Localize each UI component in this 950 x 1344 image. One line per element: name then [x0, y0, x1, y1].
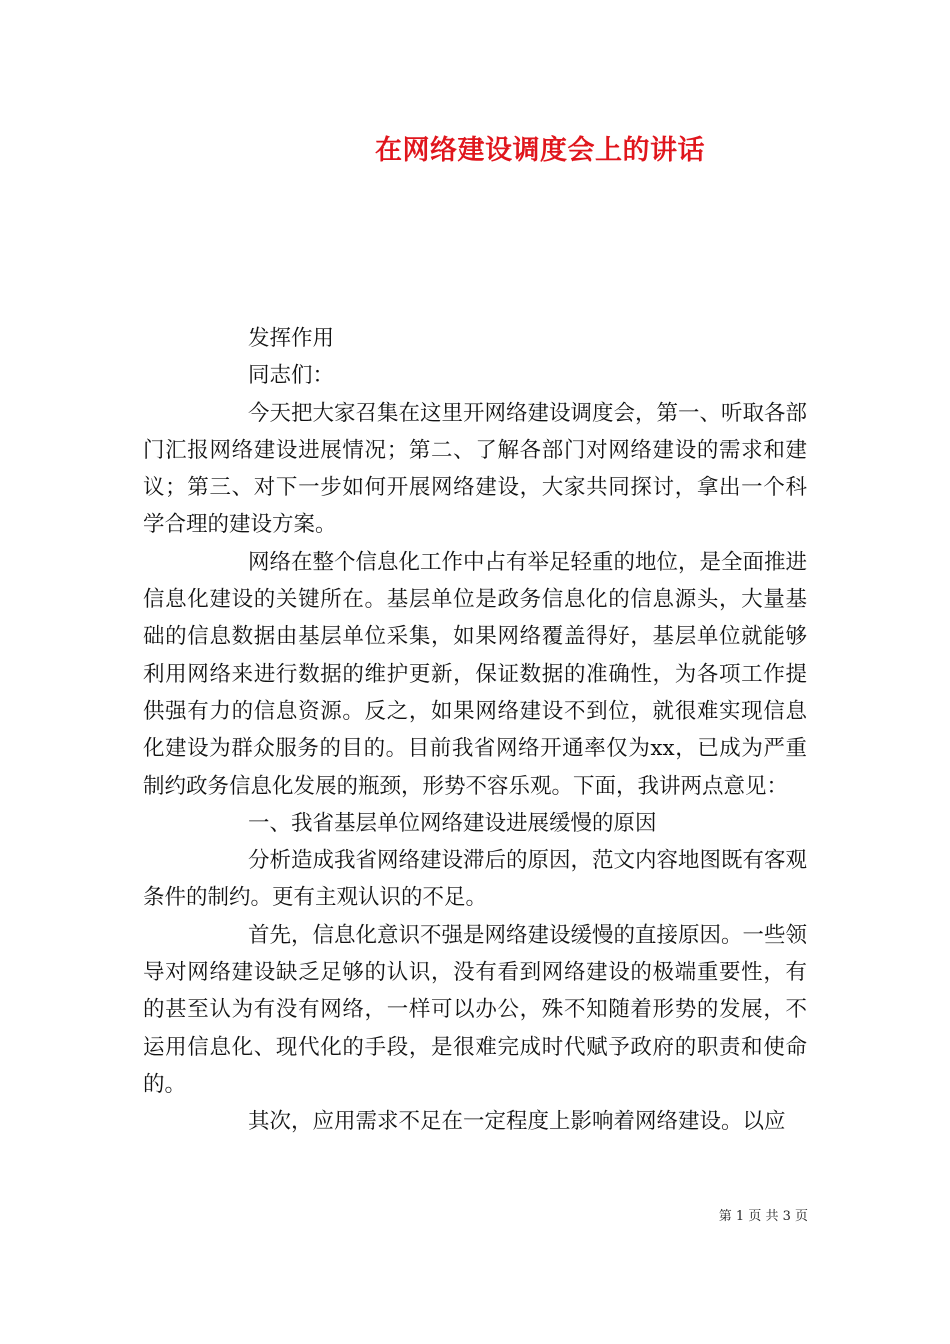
document-body	[143, 320, 807, 1141]
paragraph: 网络在整个信息化工作中占有举足轻重的地位，是全面推进信息化建设的关键所在。基层单位是政务信息化的信息源头，大量基础的信息数据由基层单位采集，如果网络覆盖得好，基层单位就能够利用网络来进行数据的维护更新，保证数据的准确性，为各项工作提供强有力的信息资源。反之，如果网络建设不到位，就很难实现信息化建设为群众服务的目的。目前我省网络开通率仅为xx，已成为严重制约政务信息化发展的瓶颈，形势不容乐观。下面，我讲两点意见：	[143, 549, 808, 799]
paragraph: 同志们：	[248, 363, 335, 389]
paragraph: 分析造成我省网络建设滞后的原因，范文内容地图既有客观条件的制约。更有主观认识的不足。	[143, 848, 808, 911]
paragraph: 首先，信息化意识不强是网络建设缓慢的直接原因。一些领导对网络建设缺乏足够的认识，没有看到网络建设的极端重要性，有的甚至认为有没有网络，一样可以办公，殊不知随着形势的发展，不运用信息化、现代化的手段，是很难完成时代赋予政府的职责和使命的。	[143, 922, 808, 1097]
paragraph: 发挥作用	[248, 326, 335, 351]
paragraph: 今天把大家召集在这里开网络建设调度会，第一、听取各部门汇报网络建设进展情况；第二、了解各部门对网络建设的需求和建议；第三、对下一步如何开展网络建设，大家共同探讨，拿出一个科学合理的建设方案。	[143, 400, 808, 538]
page-title: 在网络建设调度会上的讲话	[375, 135, 705, 166]
section-heading: 一、我省基层单位网络建设进展缓慢的原因	[248, 810, 657, 836]
page-number-footer: 第 1 页 共 3 页	[718, 1209, 808, 1224]
paragraph: 其次，应用需求不足在一定程度上影响着网络建设。以应	[248, 1109, 786, 1135]
